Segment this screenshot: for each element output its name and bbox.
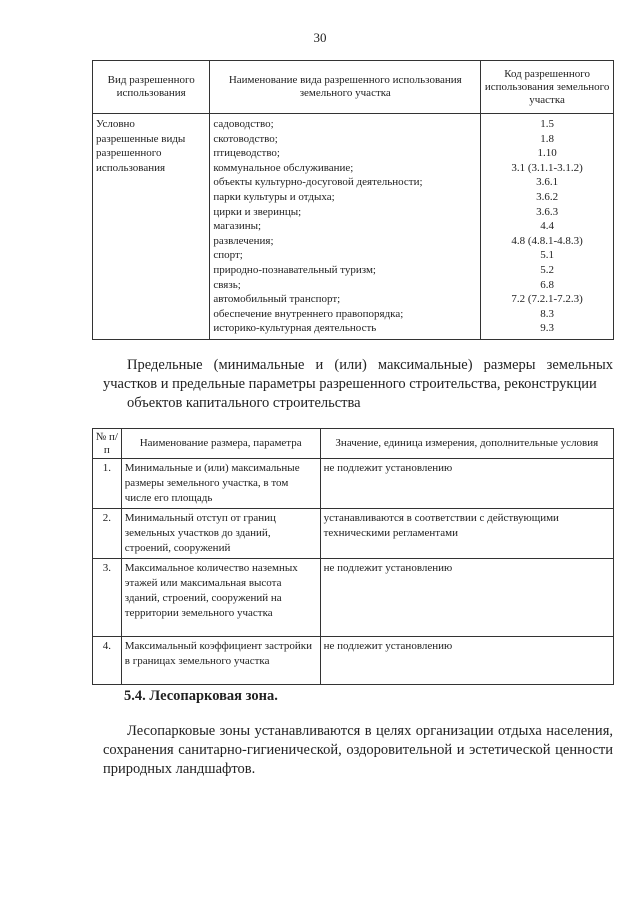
use-code: 3.1 (3.1.1-3.1.2) (511, 161, 583, 174)
use-code: 3.6.2 (536, 190, 559, 203)
use-code: 9.3 (540, 322, 554, 335)
parameter-value: не подлежит установлению (320, 459, 613, 509)
use-code: 1.8 (540, 132, 554, 145)
table-row (93, 114, 614, 340)
use-kind-line: использования (96, 161, 166, 174)
page-number: 30 (313, 30, 327, 45)
row-number: 4. (93, 637, 122, 685)
row-number: 2. (93, 509, 122, 559)
parameters-table (92, 428, 614, 685)
use-name: птицеводство; (213, 147, 280, 160)
use-code: 4.8 (4.8.1-4.8.3) (511, 234, 583, 247)
use-name: коммунальное обслуживание; (213, 161, 354, 174)
header-parameter: Наименование размера, параметра (121, 429, 320, 459)
use-name: историко-культурная деятельность (213, 322, 377, 335)
section-heading: 5.4. Лесопарковая зона. (124, 688, 278, 704)
use-code: 5.2 (540, 263, 554, 276)
use-code: 3.6.1 (536, 176, 559, 189)
use-code: 7.2 (7.2.1-7.2.3) (511, 293, 583, 306)
header-code: Код разрешенного использования земельного участка (481, 61, 614, 114)
parameter-name: Максимальный коэффициент застройки в границах земельного участка (121, 637, 320, 685)
table-header-row (93, 429, 614, 459)
use-names-cell (210, 114, 481, 340)
parameter-value: устанавливаются в соответствии с действующими техническими регламентами (320, 509, 613, 559)
use-name: парки культуры и отдыха; (213, 190, 335, 203)
use-code: 3.6.3 (536, 205, 559, 218)
use-code: 5.1 (540, 249, 554, 262)
use-kind-line: Условно (96, 118, 135, 130)
row-number: 3. (93, 559, 122, 637)
table-header-row (93, 61, 614, 114)
table-row (93, 509, 614, 559)
parameter-value: не подлежит установлению (320, 637, 613, 685)
table-row (93, 459, 614, 509)
use-code: 1.10 (537, 147, 557, 160)
use-name: цирки и зверинцы; (213, 205, 302, 218)
header-kind: Вид разрешенного использования (93, 61, 210, 114)
permitted-use-table (92, 60, 614, 340)
header-number: № п/п (93, 429, 122, 459)
parameter-name: Максимальное количество наземных этажей или максимальная высота зданий, строений, сооружений на территории земельного участка (121, 559, 320, 637)
use-name: садоводство; (213, 118, 274, 130)
use-name: природно-познавательный туризм; (213, 263, 376, 276)
use-name: развлечения; (213, 234, 274, 247)
parameter-value: не подлежит установлению (320, 559, 613, 637)
use-kind-line: разрешенные виды (96, 132, 186, 145)
use-name: объекты культурно-досуговой деятельности; (213, 176, 423, 189)
use-name: магазины; (213, 220, 262, 233)
use-name: спорт; (213, 249, 243, 262)
row-number: 1. (93, 459, 122, 509)
use-codes-cell (481, 114, 614, 340)
forest-park-paragraph: Лесопарковые зоны устанавливаются в целях организации отдыха населения, сохранения санитарно-гигиенической, оздоровительной и эстетической ценности природных ландшафтов. (103, 723, 613, 777)
limits-paragraph-main: Предельные (минимальные и (или) максимальные) размеры земельных участков и предельные параметры разрешенного строительства, реконструкции (103, 357, 613, 392)
use-name: связь; (213, 278, 241, 291)
table-row (93, 637, 614, 685)
use-name: автомобильный транспорт; (213, 293, 341, 306)
use-code: 4.4 (540, 220, 554, 233)
use-code: 6.8 (540, 278, 554, 291)
use-name: обеспечение внутреннего правопорядка; (213, 307, 404, 320)
use-code: 8.3 (540, 307, 554, 320)
parameter-name: Минимальные и (или) максимальные размеры земельного участка, в том числе его площадь (121, 459, 320, 509)
use-kind-line: разрешенного (96, 147, 162, 160)
limits-paragraph-last-line: объектов капитального строительства (127, 395, 361, 411)
use-code: 1.5 (540, 118, 554, 130)
use-name: скотоводство; (213, 132, 278, 145)
limits-paragraph (103, 356, 613, 413)
header-name: Наименование вида разрешенного использования земельного участка (210, 61, 481, 114)
table-row (93, 559, 614, 637)
use-kind-cell (93, 114, 210, 340)
header-value: Значение, единица измерения, дополнительные условия (320, 429, 613, 459)
parameter-name: Минимальный отступ от границ земельных участков до зданий, строений, сооружений (121, 509, 320, 559)
